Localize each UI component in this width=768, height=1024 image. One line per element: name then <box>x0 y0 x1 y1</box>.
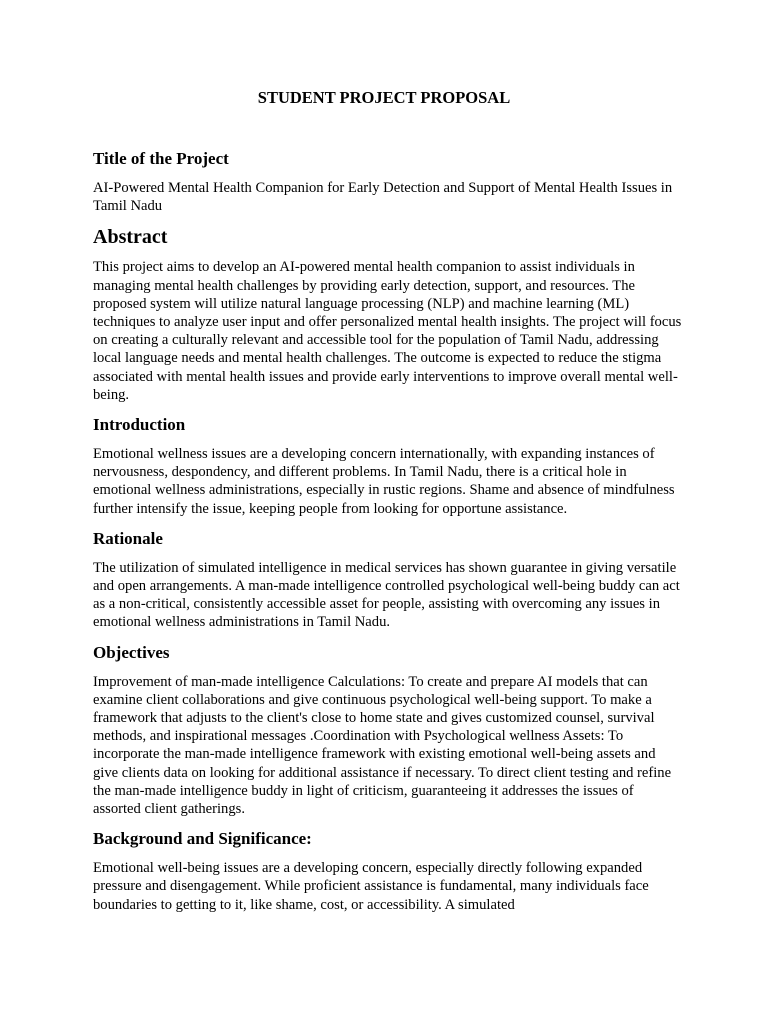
section-paragraph: The utilization of simulated intelligence in medical services has shown guarantee in giving versatile and open arrangements. A man-made intelligence controlled psychological well-being buddy can act as a non-critical, consistently accessible asset for people, assisting with overcoming any issues in emotional wellness administrations in Tamil Nadu. <box>93 559 680 631</box>
section-paragraph: Improvement of man-made intelligence Calculations: To create and prepare AI models that can examine client collaborations and give continuous psychological well-being support. To make a framework that adjusts to the client's close to home state and gives customized counsel, survival methods, and inspirational messages .Coordination with Psychological wellness Assets: To incorporate the man-made intelligence framework with existing emotional well-being assets and give clients data on looking for additional assistance if necessary. To direct client testing and refine the man-made intelligence buddy in light of criticism, guaranteeing it addresses the issues of assorted client gatherings. <box>93 673 672 818</box>
section-rationale <box>93 528 683 632</box>
section-introduction <box>93 414 683 518</box>
section-background <box>93 828 683 914</box>
document-body <box>93 148 683 924</box>
section-paragraph: Emotional wellness issues are a developing concern internationally, with expanding instances of nervousness, despondency, and different problems. In Tamil Nadu, there is a critical hole in emotional wellness administrations, especially in rustic regions. Shame and absence of mindfulness further intensify the issue, keeping people from looking for opportune assistance. <box>93 446 675 517</box>
section-paragraph: Emotional well-being issues are a developing concern, especially directly following expanded pressure and disengagement. While proficient assistance is fundamental, many individuals face boundaries to getting to it, like shame, cost, or accessibility. A simulated <box>93 860 649 913</box>
section-project-title <box>93 148 683 215</box>
section-heading: Rationale <box>93 528 163 548</box>
section-heading: Title of the Project <box>93 149 229 168</box>
section-heading: Introduction <box>93 415 186 435</box>
section-heading: Abstract <box>93 226 168 249</box>
section-paragraph: AI-Powered Mental Health Companion for Early Detection and Support of Mental Health Issues in Tamil Nadu <box>93 180 673 215</box>
section-heading: Objectives <box>93 642 170 662</box>
section-abstract <box>93 225 683 404</box>
section-paragraph: This project aims to develop an AI-powered mental health companion to assist individuals in managing mental health challenges by providing early detection, support, and resources. The proposed system will utilize natural language processing (NLP) and machine learning (ML) techniques to analyze user input and offer personalized mental health insights. The project will focus on creating a culturally relevant and accessible tool for the population of Tamil Nadu, addressing local language needs and mental health challenges. The outcome is expected to reduce the stigma associated with mental health issues and provide early interventions to improve overall mental well-being. <box>93 259 682 403</box>
document-title: STUDENT PROJECT PROPOSAL <box>257 88 511 107</box>
section-heading: Background and Significance: <box>93 829 312 849</box>
section-objectives <box>93 642 683 819</box>
